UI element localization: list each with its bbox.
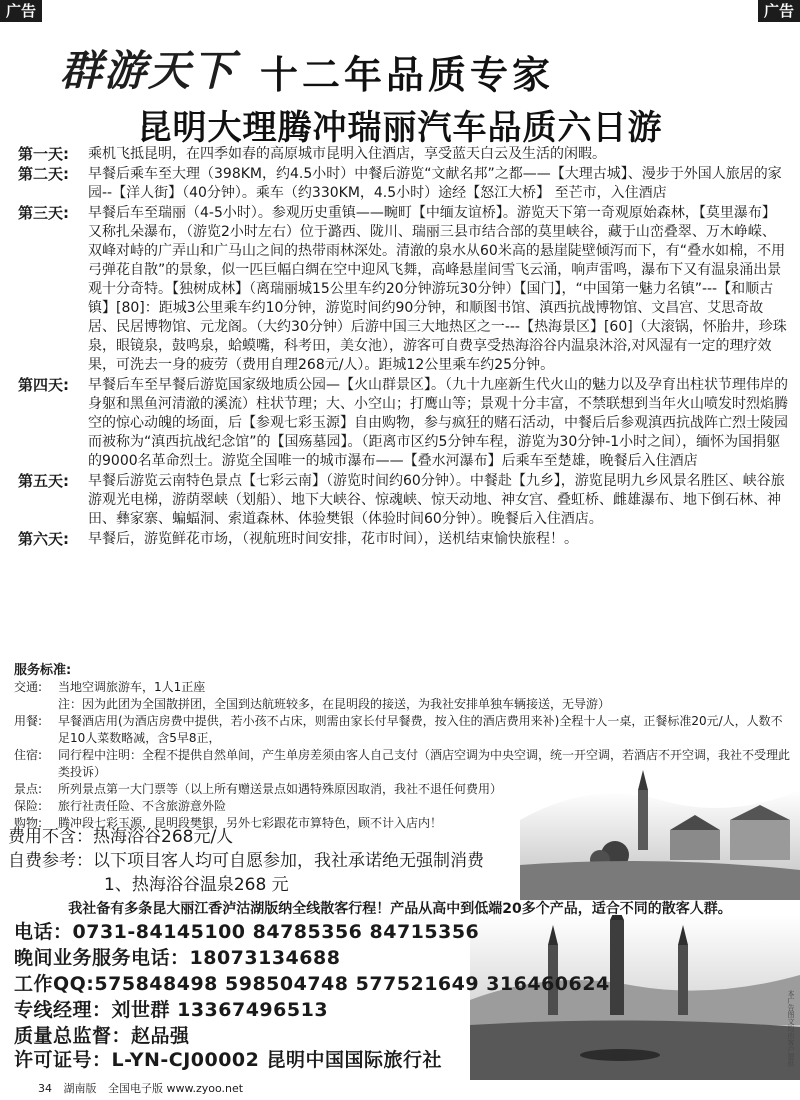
- day-label: 第一天:: [18, 145, 69, 163]
- service-label: [14, 696, 58, 713]
- service-text: 注：因为此团为全国散拼团，全国到达航班较多，在昆明段的接送，为我社安排单独车辆接送，无导游）: [58, 697, 611, 711]
- day-label: 第四天:: [18, 376, 69, 394]
- service-label: 保险:: [14, 799, 43, 813]
- service-label: 购物:: [14, 816, 43, 830]
- footer-page-number: 34: [38, 1082, 52, 1095]
- ad-tag-left: 广告: [0, 0, 42, 22]
- contact-phone: 电话：0731-84145100 84785356 84715356: [14, 921, 480, 943]
- service-title: 服务标准:: [14, 663, 72, 678]
- itinerary-day: [18, 376, 788, 471]
- itinerary-day: [18, 204, 788, 375]
- footer-site: 全国电子版 www.zyoo.net: [108, 1082, 244, 1095]
- ad-tag-right: 广告: [758, 0, 800, 22]
- service-text: 当地空调旅游车，1人1正座: [58, 680, 206, 694]
- fee-item: 1、热海浴谷温泉268 元: [104, 875, 289, 895]
- brand-header: [60, 38, 740, 96]
- itinerary-day: [18, 530, 788, 549]
- day-text: 早餐后游览云南特色景点【七彩云南】（游览时间约60分钟）。中餐赴【九乡】，游览昆明九乡风景名胜区、峡谷旅游观光电梯，游荫翠峡（划船）、地下大峡谷、惊魂峡、惊天动地、神女宫、叠虹桥、雌雄瀑布、地下倒石林、神田、彝家寨、蝙蝠洞、索道森林、体验樊银（体验时间60分钟）。晚餐后入住酒店。: [88, 473, 785, 527]
- service-label: 住宿:: [14, 748, 43, 762]
- side-note: 本广告图文均由客户提供: [787, 990, 795, 1067]
- service-row: [14, 781, 794, 798]
- contact-license: 许可证号：L-YN-CJ00002 昆明中国国际旅行社: [14, 1049, 442, 1071]
- service-text: 同行程中注明：全程不提供自然单间，产生单房差须由客人自己支付（酒店空调为中央空调，统一开空调，若酒店不开空调，我社不受理此类投诉）: [58, 748, 791, 779]
- service-text: 腾冲段七彩玉源，昆明段樊银，另外七彩跟花市算特色，顾不计入店内！: [58, 816, 443, 830]
- brand-tagline: 十二年品质专家: [260, 53, 555, 97]
- brand-logo: 群游天下: [60, 46, 237, 95]
- day-text: 早餐后车至瑞丽（4-5小时）。参观历史重镇——畹町【中缅友谊桥】。游览天下第一奇观原始森林，【莫里瀑布】又称扎朵瀑布，（游览2小时左右）位于潞西、陇川、瑞丽三县市结合部的莫里峡谷，藏于山峦叠翠、万木峥嵘、双峰对峙的广弄山和广马山之间的热带雨林深处。清澈的泉水从60米高的悬崖陡壁倾泻而下，有“叠水如棉，不用弓弹花自散”的景象，似一匹巨幅白绸在空中迎风飞舞，高峰悬崖间雪飞云涌，响声雷鸣，瀑布下又有温泉涌出景观十分奇特。【独树成林】（离瑞丽城15公里车约20分钟游玩30分钟）【国门】，“中国第一魅力名镇”---【和顺古镇】[80]：距城3公里乘车约10分钟，游览时间约90分钟，和顺图书馆、滇西抗战博物馆、文昌宫、艾思奇故居、民居博物馆、元龙阁。（大约30分钟）后游中国三大地热区之一---【热海景区】[60]（大滚锅，怀胎井，珍珠泉，眼镜泉，鼓鸣泉，蛤蟆嘴，科考田，美女池），游客可自费享受热海浴谷内温泉沐浴,对风湿有一定的理疗效果，可洗去一身的疲劳（费用自理268元/人）。距城12公里乘车约25分钟。: [88, 205, 787, 373]
- service-label: 用餐:: [14, 714, 43, 728]
- service-row: [14, 713, 794, 747]
- itinerary-day: [18, 145, 788, 164]
- contact-night-phone: 晚间业务服务电话：18073134688: [14, 947, 341, 969]
- footer-edition: 湖南版: [63, 1082, 97, 1095]
- contact-manager: 专线经理：刘世群 13367496513: [14, 999, 329, 1021]
- day-text: 早餐后乘车至大理（398KM，约4.5小时）中餐后游览“文献名邦”之都——【大理古城】、漫步于外国人旅居的家园--【洋人街】（40分钟）。乘车（约330KM，4.5小时）途经【怒江大桥】 至芒市，入住酒店: [88, 166, 782, 201]
- service-text: 所列景点第一大门票等（以上所有赠送景点如遇特殊原因取消，我社不退任何费用）: [58, 782, 503, 796]
- fee-excluded: 费用不含：热海浴谷268元/人: [8, 827, 234, 847]
- service-text: 早餐酒店用(为酒店房费中提供，若小孩不占床，则需由家长付早餐费，按入住的酒店费用来补)全程十人一桌，正餐标准20元/人，人数不足10人菜数略减，含5早8正，: [58, 714, 783, 745]
- day-text: 乘机飞抵昆明，在四季如春的高原城市昆明入住酒店，享受蓝天白云及生活的闲暇。: [88, 146, 606, 162]
- service-row: [14, 798, 794, 815]
- service-standards: [14, 662, 794, 832]
- fee-optional: 自费参考：以下项目客人均可自愿参加，我社承诺绝无强制消费: [8, 851, 484, 871]
- contact-quality: 质量总监督：赵品强: [14, 1025, 190, 1047]
- day-label: 第五天:: [18, 472, 69, 490]
- footer: [38, 1080, 243, 1096]
- service-label: 交通:: [14, 680, 43, 694]
- day-label: 第三天:: [18, 204, 69, 222]
- contact-qq: 工作QQ:575848498 598504748 577521649 316460624: [14, 973, 610, 995]
- service-text: 旅行社责任险、不含旅游意外险: [58, 799, 227, 813]
- service-row: [14, 696, 794, 713]
- day-label: 第六天:: [18, 530, 69, 548]
- service-row: [14, 679, 794, 696]
- pagoda-scene-image: [470, 915, 800, 1080]
- day-text: 早餐后，游览鲜花市场，（视航班时间安排，花市时间），送机结束愉快旅程！。: [88, 531, 578, 547]
- itinerary-day: [18, 165, 788, 203]
- page-title: 昆明大理腾冲瑞丽汽车品质六日游: [137, 108, 663, 148]
- itinerary-day: [18, 472, 788, 529]
- day-text: 早餐后车至早餐后游览国家级地质公园—【火山群景区】。（九十九座新生代火山的魅力以及孕育出柱状节理伟岸的身躯和黑鱼河清澈的溪流）柱状节理；大、小空山；打鹰山等；景观十分丰富，不禁联想到当年火山喷发时烈焰腾空的惊心动魄的场面，后【参观七彩玉源】自由购物，参与疯狂的赌石活动，中餐后后参观滇西抗战阵亡烈士陵园而被称为“滇西抗战纪念馆”的【国殇墓园】。（距离市区约5分钟车程，游览为30分钟-1小时之间），缅怀为国捐躯的9000名革命烈士。游览全国唯一的城市瀑布——【叠水河瀑布】后乘车至楚雄，晚餐后入住酒店: [88, 377, 788, 469]
- product-banner: 我社备有多条昆大丽江香泸沽湖版纳全线散客行程！产品从高中到低端20多个产品，适合不同的散客人群。: [68, 901, 732, 917]
- day-label: 第二天:: [18, 165, 69, 183]
- itinerary: [18, 145, 788, 550]
- service-label: 景点:: [14, 782, 43, 796]
- service-row: [14, 747, 794, 781]
